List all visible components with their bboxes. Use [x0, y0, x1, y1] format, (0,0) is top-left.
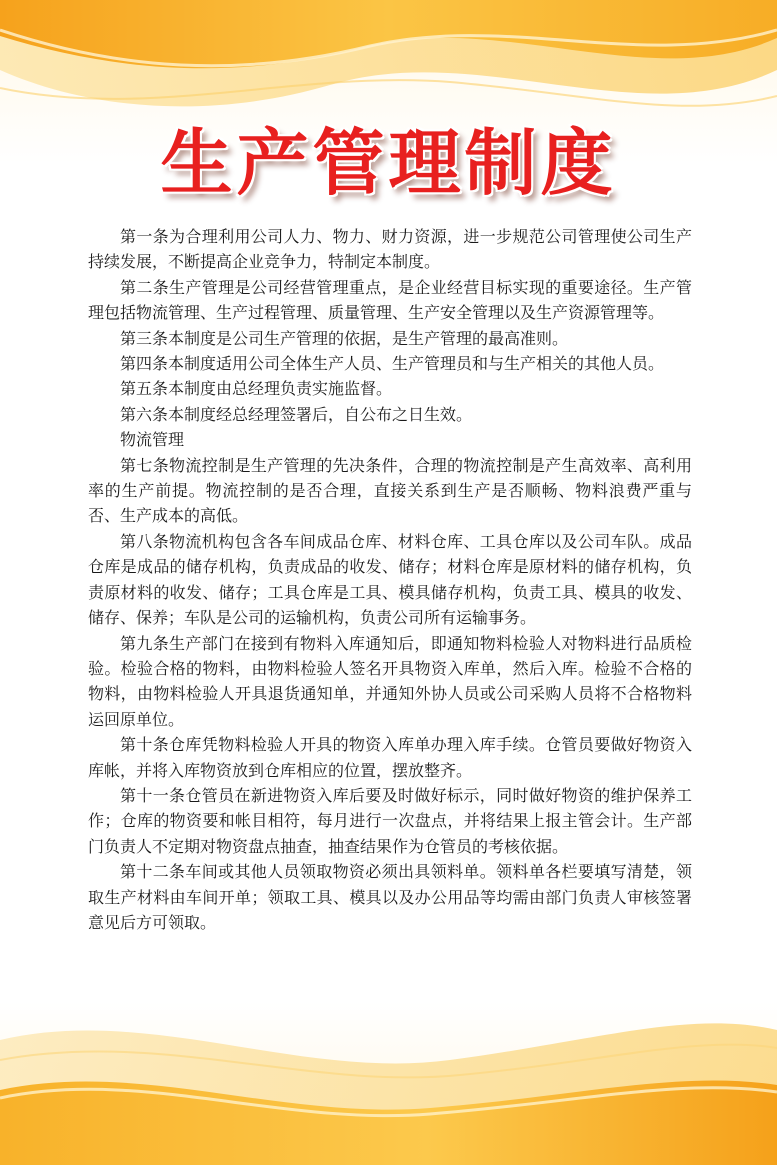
- paragraph-article-9: 第九条生产部门在接到有物料入库通知后，即通知物料检验人对物料进行品质检验。检验合格的物料，由物料检验人签名开具物资入库单，然后入库。检验不合格的物料，由物料检验人开具退货通知单，并通知外协人员或公司采购人员将不合格物料运回原单位。: [88, 633, 692, 729]
- paragraph-article-12: 第十二条车间或其他人员领取物资必须出具领料单。领料单各栏要填写清楚，领取生产材料由车间开单；领取工具、模具以及办公用品等均需由部门负责人审核签署意见后方可领取。: [88, 862, 692, 932]
- paragraph-article-1: 第一条为合理利用公司人力、物力、财力资源，进一步规范公司管理使公司生产持续发展，不断提高企业竞争力，特制定本制度。: [88, 227, 692, 272]
- paragraph-article-7: 第七条物流控制是生产管理的先决条件，合理的物流控制是产生高效率、高利用率的生产前提。物流控制的是否合理，直接关系到生产是否顺畅、物料浪费严重与否、生产成本的高低。: [88, 455, 692, 526]
- paragraph-article-3: 第三条本制度是公司生产管理的依据，是生产管理的最高准则。: [120, 328, 569, 348]
- paragraph-article-11: 第十一条仓管员在新进物资入库后要及时做好标示，同时做好物资的维护保养工作；仓库的物资要和帐目相符，每月进行一次盘点，并将结果上报主管会计。生产部门负责人不定期对物资盘点抽查，抽查结果作为仓管员的考核依据。: [88, 785, 692, 856]
- paragraph-article-8: 第八条物流机构包含各车间成品仓库、材料仓库、工具仓库以及公司车队。成品仓库是成品的储存机构，负责成品的收发、储存；材料仓库是原材料的储存机构，负责原材料的收发、储存；工具仓库是工具、模具储存机构，负责工具、模具的收发、储存、保养；车队是公司的运输机构，负责公司所有运输事务。: [88, 531, 692, 628]
- section-heading-logistics: 物流管理: [120, 430, 185, 450]
- paragraph-article-2: 第二条生产管理是公司经营管理重点，是企业经营目标实现的重要途径。生产管理包括物流管理、生产过程管理、质量管理、生产安全管理以及生产资源管理等。: [88, 277, 692, 323]
- paragraph-article-10: 第十条仓库凭物料检验人开具的物资入库单办理入库手续。仓管员要做好物资入库帐，并将入库物资放到仓库相应的位置，摆放整齐。: [88, 735, 692, 780]
- paragraph-article-5: 第五条本制度由总经理负责实施监督。: [120, 379, 393, 399]
- paragraph-article-6: 第六条本制度经总经理签署后，自公布之日生效。: [120, 404, 473, 424]
- page-title: 生产管理制度: [160, 121, 617, 205]
- paragraph-article-4: 第四条本制度适用公司全体生产人员、生产管理员和与生产相关的其他人员。: [120, 354, 665, 374]
- regulation-body: [88, 224, 692, 935]
